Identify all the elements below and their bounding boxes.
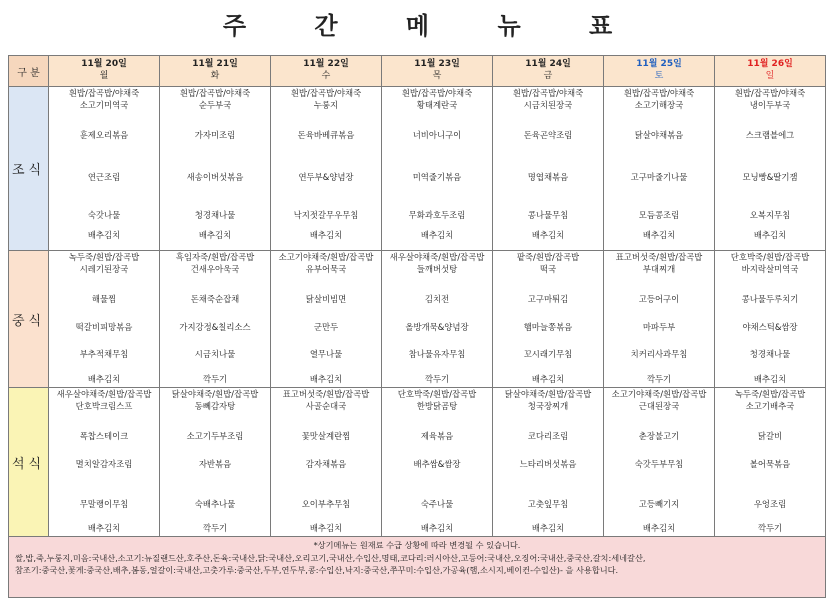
day-date: 11월 23일: [414, 59, 460, 69]
lunch-label: 중식: [9, 251, 49, 388]
menu-item: 흰밥/잡곡밥/야채죽: [734, 88, 806, 98]
menu-item: 표고버섯죽/흰밥/잡곡밥: [615, 252, 703, 262]
menu-item: 깍두기: [757, 523, 783, 533]
menu-item: 소고기배추국: [745, 401, 795, 411]
menu-item: 새우살야채죽/흰밥/잡곡밥: [389, 252, 485, 262]
menu-item: 꽃맛살계란찜: [301, 431, 351, 441]
menu-item: 닭살야채죽/흰밥/잡곡밥: [171, 389, 259, 399]
menu-item: 배추김치: [531, 523, 565, 533]
menu-item: 흑임자죽/흰밥/잡곡밥: [175, 252, 255, 262]
menu-item: 군만두: [313, 322, 339, 332]
menu-cell: [271, 251, 382, 388]
day-date: 11월 25일: [636, 59, 682, 69]
menu-item: 단호박죽/흰밥/잡곡밥: [397, 389, 477, 399]
menu-cell: [49, 251, 160, 388]
menu-item: 콩나물두루치기: [741, 294, 799, 304]
menu-item: 참나물유자무침: [408, 349, 466, 359]
menu-item: 흰밥/잡곡밥/야채죽: [512, 88, 584, 98]
menu-item: 코다리조림: [527, 431, 569, 441]
menu-item: 오복지무침: [749, 210, 791, 220]
menu-item: 배추김치: [531, 374, 565, 384]
menu-item: 야채스틱&쌈장: [742, 322, 798, 332]
menu-item: 훈제오리볶음: [79, 130, 129, 140]
menu-item: 명엽채볶음: [527, 172, 569, 182]
menu-cell: [160, 87, 271, 251]
menu-item: 흰밥/잡곡밥/야채죽: [179, 88, 251, 98]
menu-item: 단호박죽/흰밥/잡곡밥: [730, 252, 810, 262]
menu-item: 유부어묵국: [305, 264, 347, 274]
menu-item: 깍두기: [646, 374, 672, 384]
menu-item: 새우살야채죽/흰밥/잡곡밥: [56, 389, 152, 399]
menu-item: 숙주나물: [420, 499, 454, 509]
day-header-saturday: [604, 56, 715, 87]
menu-item: 돈육바베큐볶음: [297, 130, 355, 140]
menu-item: 스크램블에그: [745, 130, 795, 140]
notes-origin-line-2: 참조기:중국산,꽃게:중국산,배추,봄동,얼갈이:국내산,고춧가루:중국산,두부,연두부,콩:수입산,낙지:중국산,쭈꾸미:수입산,가공육(햄,소시지,베이컨-수입산)- 을 사용합니다.: [15, 565, 619, 575]
menu-item: 흰밥/잡곡밥/야채죽: [401, 88, 473, 98]
menu-item: 깍두기: [202, 374, 228, 384]
menu-item: 배추쌈&쌈장: [413, 459, 461, 469]
menu-item: 소고기미역국: [79, 100, 129, 110]
menu-item: 해물찜: [91, 294, 117, 304]
menu-item: 소고기야채죽/흰밥/잡곡밥: [611, 389, 707, 399]
menu-item: 표고버섯죽/흰밥/잡곡밥: [282, 389, 370, 399]
notes-cell: [9, 537, 826, 598]
menu-item: 감자채볶음: [305, 459, 347, 469]
menu-item: 무화과호두조림: [408, 210, 466, 220]
menu-item: 흰밥/잡곡밥/야채죽: [623, 88, 695, 98]
menu-item: 볼어묵볶음: [749, 459, 791, 469]
menu-item: 모듬콩조림: [638, 210, 680, 220]
menu-item: 사골순대국: [305, 401, 347, 411]
weekly-menu-table: [8, 55, 826, 598]
menu-item: 배추김치: [420, 523, 454, 533]
day-of-week: 일: [765, 71, 775, 81]
menu-item: 닭갈비: [757, 431, 783, 441]
menu-cell: [271, 87, 382, 251]
day-header: [493, 56, 604, 87]
menu-item: 숙갓두부무침: [634, 459, 684, 469]
menu-item: 닭살야채죽/흰밥/잡곡밥: [504, 389, 592, 399]
menu-item: 연근조림: [87, 172, 121, 182]
menu-item: 배추김치: [198, 230, 232, 240]
menu-item: 한방닭곰탕: [416, 401, 458, 411]
menu-cell: [382, 87, 493, 251]
day-of-week: 목: [432, 71, 442, 81]
menu-item: 배추김치: [420, 230, 454, 240]
menu-cell: [715, 87, 826, 251]
menu-item: 흰밥/잡곡밥/야채죽: [68, 88, 140, 98]
menu-item: 우엉조림: [753, 499, 787, 509]
day-date: 11월 22일: [303, 59, 349, 69]
menu-item: 제육볶음: [420, 431, 454, 441]
day-header: [160, 56, 271, 87]
menu-item: 닭살야채볶음: [634, 130, 684, 140]
menu-item: 시레기된장국: [79, 264, 129, 274]
menu-item: 떡국: [539, 264, 557, 274]
menu-item: 열무나물: [309, 349, 343, 359]
menu-item: 바지락살미역국: [741, 264, 799, 274]
menu-item: 떡갈비피망볶음: [75, 322, 133, 332]
menu-item: 김치전: [424, 294, 450, 304]
menu-item: 동뻬감자탕: [194, 401, 236, 411]
menu-item: 마파두부: [642, 322, 676, 332]
menu-item: 배추김치: [642, 523, 676, 533]
menu-item: 고춧잎무침: [527, 499, 569, 509]
menu-item: 단호박크림스프: [75, 401, 133, 411]
menu-cell: [493, 388, 604, 537]
menu-item: 배추김치: [87, 523, 121, 533]
menu-item: 미역줄기볶음: [412, 172, 462, 182]
menu-item: 폭찹스테이크: [79, 431, 129, 441]
menu-item: 건새우아욱국: [190, 264, 240, 274]
menu-item: 흰밥/잡곡밥/야채죽: [290, 88, 362, 98]
menu-item: 깍두기: [202, 523, 228, 533]
menu-item: 배추김치: [87, 374, 121, 384]
menu-item: 오이부추무침: [301, 499, 351, 509]
day-header-row: [9, 56, 826, 87]
menu-item: 돈육곤약조림: [523, 130, 573, 140]
menu-item: 깍두기: [424, 374, 450, 384]
dinner-label: 석식: [9, 388, 49, 537]
menu-item: 고구마줄기나물: [630, 172, 688, 182]
menu-item: 숙배추나물: [194, 499, 236, 509]
menu-cell: [382, 251, 493, 388]
menu-item: 냉이두부국: [749, 100, 791, 110]
menu-item: 시금치된장국: [523, 100, 573, 110]
menu-item: 청국장찌개: [527, 401, 569, 411]
menu-item: 배추김치: [753, 230, 787, 240]
menu-cell: [604, 388, 715, 537]
menu-item: 낙지젓갈무우무침: [293, 210, 359, 220]
day-date: 11월 24일: [525, 59, 571, 69]
menu-item: 햄마늘쫑볶음: [523, 322, 573, 332]
menu-item: 배추김치: [642, 230, 676, 240]
menu-item: 황태계란국: [416, 100, 458, 110]
day-of-week: 월: [99, 71, 109, 81]
menu-item: 배추김치: [753, 374, 787, 384]
menu-cell: [160, 251, 271, 388]
menu-item: 소고기해장국: [634, 100, 684, 110]
menu-item: 소고기야채죽/흰밥/잡곡밥: [278, 252, 374, 262]
day-of-week: 수: [321, 71, 331, 81]
lunch-row: [9, 251, 826, 388]
menu-item: 녹두죽/흰밥/잡곡밥: [734, 389, 806, 399]
notes-origin-line-1: 쌀,밥,죽,누룽지,미음:국내산,소고기:뉴질랜드산,호주산,돈육:국내산,닭:국내산,오리고기,국내산,수입산,명태,코다리:러시아산,고등어:국내산,오징어:국내산,중국산,갈치:세네갈산,: [15, 552, 646, 563]
menu-item: 무말랭이무침: [79, 499, 129, 509]
menu-item: 고구마튀김: [527, 294, 569, 304]
menu-item: 팥죽/흰밥/잡곡밥: [516, 252, 580, 262]
day-header: [382, 56, 493, 87]
menu-item: 가지강정&칠리소스: [179, 322, 251, 332]
menu-item: 시금치나물: [194, 349, 236, 359]
notes-row: [9, 537, 826, 598]
menu-cell: [382, 388, 493, 537]
day-header: [271, 56, 382, 87]
menu-item: 배추김치: [87, 230, 121, 240]
menu-item: 순두부국: [198, 100, 232, 110]
menu-item: 배추김치: [309, 374, 343, 384]
menu-item: 돈채죽순잡채: [190, 294, 240, 304]
menu-item: 새송이버섯볶음: [186, 172, 244, 182]
menu-item: 닭살비빔면: [305, 294, 347, 304]
menu-item: 청경채나물: [749, 349, 791, 359]
menu-cell: [160, 388, 271, 537]
menu-cell: [715, 388, 826, 537]
menu-item: 멸치알감자조림: [75, 459, 133, 469]
menu-item: 연두부&양념장: [298, 172, 354, 182]
menu-cell: [493, 251, 604, 388]
menu-cell: [715, 251, 826, 388]
menu-item: 꼬시래기무침: [523, 349, 573, 359]
menu-item: 배추김치: [309, 230, 343, 240]
day-of-week: 토: [654, 71, 664, 81]
menu-cell: [604, 251, 715, 388]
day-date: 11월 21일: [192, 59, 238, 69]
breakfast-row: [9, 87, 826, 251]
menu-item: 고등어구이: [638, 294, 680, 304]
menu-item: 숙갓나물: [87, 210, 121, 220]
menu-item: 배추김치: [309, 523, 343, 533]
day-date: 11월 20일: [81, 59, 127, 69]
menu-cell: [49, 388, 160, 537]
notes-disclaimer: *상기메뉴는 원재료 수급 상황에 따라 변경될 수 있습니다.: [313, 540, 521, 550]
day-date: 11월 26일: [747, 59, 793, 69]
breakfast-label: 조식: [9, 87, 49, 251]
menu-item: 들깨버섯탕: [416, 264, 458, 274]
menu-cell: [604, 87, 715, 251]
header-label: 구 분: [9, 56, 49, 87]
menu-item: 올방개묵&양념장: [405, 322, 469, 332]
menu-item: 소고기두부조림: [186, 431, 244, 441]
menu-item: 느타리버섯볶음: [519, 459, 577, 469]
day-of-week: 금: [543, 71, 553, 81]
day-header: [49, 56, 160, 87]
menu-item: 치커리사과무침: [630, 349, 688, 359]
menu-item: 부추적채무침: [79, 349, 129, 359]
menu-cell: [49, 87, 160, 251]
menu-item: 춘장불고기: [638, 431, 680, 441]
menu-item: 녹두죽/흰밥/잡곡밥: [68, 252, 140, 262]
menu-item: 청경채나물: [194, 210, 236, 220]
menu-item: 콩나물무침: [527, 210, 569, 220]
menu-cell: [271, 388, 382, 537]
menu-item: 자반볶음: [198, 459, 232, 469]
dinner-row: [9, 388, 826, 537]
menu-item: 근대된장국: [638, 401, 680, 411]
day-header-sunday: [715, 56, 826, 87]
menu-item: 너비아니구이: [412, 130, 462, 140]
menu-cell: [493, 87, 604, 251]
menu-item: 가자미조림: [194, 130, 236, 140]
menu-item: 부대찌개: [642, 264, 676, 274]
menu-item: 누룽지: [313, 100, 339, 110]
menu-item: 고등빼기지: [638, 499, 680, 509]
day-of-week: 화: [210, 71, 220, 81]
menu-item: 모닝빵&딸기잼: [742, 172, 798, 182]
menu-item: 배추김치: [531, 230, 565, 240]
page-title: 주 간 메 뉴 표: [222, 12, 643, 40]
